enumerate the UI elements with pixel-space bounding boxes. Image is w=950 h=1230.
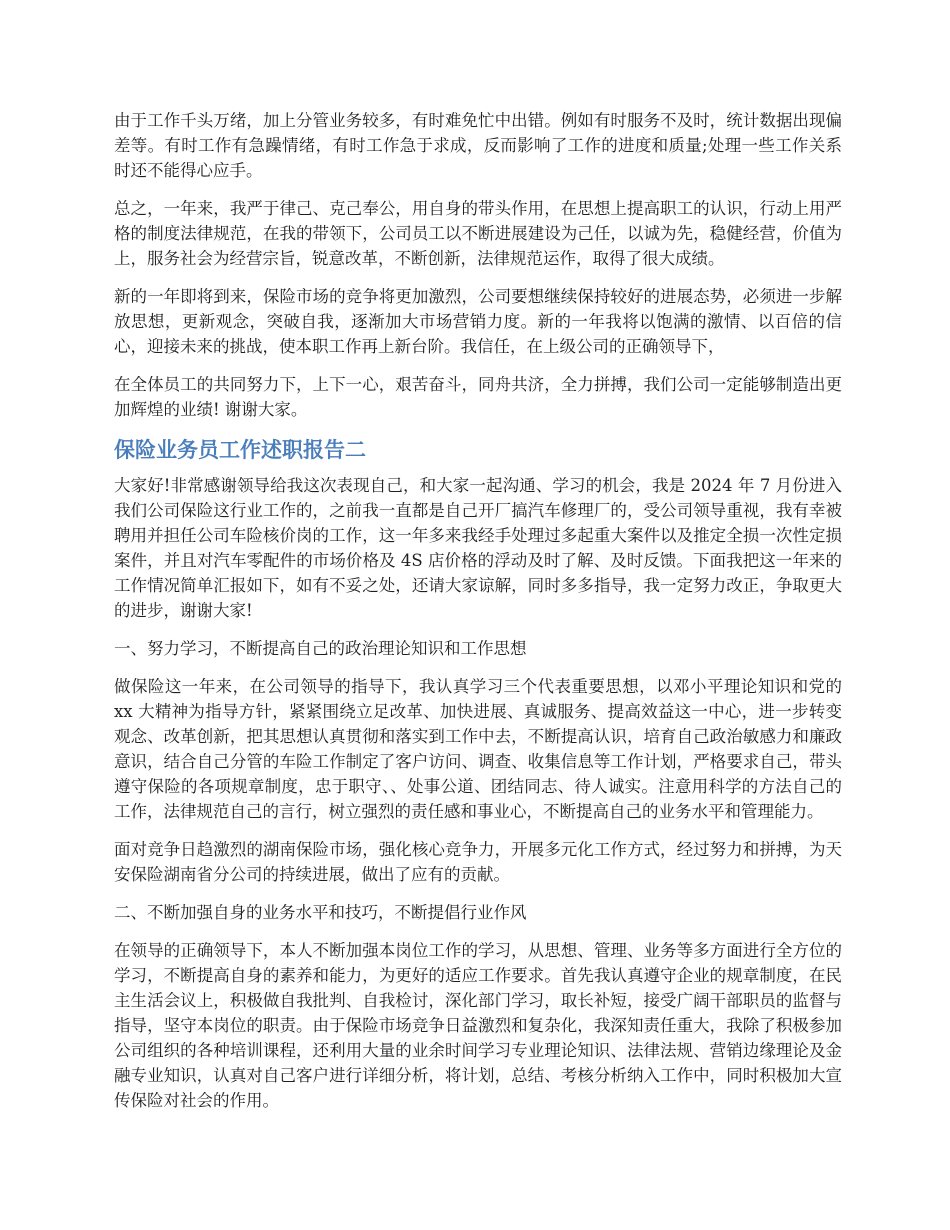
- subsection-title-2: 二、不断加强自身的业务水平和技巧，不断提倡行业作风: [114, 903, 527, 922]
- section-heading: 保险业务员工作述职报告二: [114, 438, 366, 462]
- paragraph: 由于工作千头万绪，加上分管业务较多，有时难免忙中出错。例如有时服务不及时，统计数据出现偏差等。有时工作有急躁情绪，有时工作急于求成，反而影响了工作的进度和质量;处理一些工作关系时还不能得心应手。: [114, 111, 842, 180]
- document-page: [114, 108, 842, 1126]
- paragraph: 总之，一年来，我严于律己、克己奉公，用自身的带头作用，在思想上提高职工的认识，行动上用严格的制度法律规范，在我的带领下，公司员工以不断进展建设为己任，以诚为先，稳健经营，价值为上，服务社会为经营宗旨，锐意改革，不断创新，法律规范运作，取得了很大成绩。: [114, 199, 842, 268]
- paragraph: 新的一年即将到来，保险市场的竞争将更加激烈，公司要想继续保持较好的进展态势，必须进一步解放思想，更新观念，突破自我，逐渐加大市场营销力度。新的一年我将以饱满的激情、以百倍的信心，迎接未来的挑战，使本职工作再上新台阶。我信任，在上级公司的正确领导下，: [114, 287, 842, 356]
- paragraph: 面对竞争日趋激烈的湖南保险市场，强化核心竞争力，开展多元化工作方式，经过努力和拼搏，为天安保险湖南省分公司的持续进展，做出了应有的贡献。: [114, 840, 842, 884]
- paragraph: 在领导的正确领导下，本人不断加强本岗位工作的学习，从思想、管理、业务等多方面进行全方位的学习，不断提高自身的素养和能力，为更好的适应工作要求。首先我认真遵守企业的规章制度，在民主生活会议上，积极做自我批判、自我检讨，深化部门学习，取长补短，接受广阔干部职员的监督与指导，坚守本岗位的职责。由于保险市场竞争日益激烈和复杂化，我深知责任重大，我除了积极参加公司组织的各种培训课程，还利用大量的业余时间学习专业理论知识、法律法规、营销边缘理论及金融专业知识，认真对自己客户进行详细分析，将计划，总结、考核分析纳入工作中，同时积极加大宣传保险对社会的作用。: [114, 941, 842, 1110]
- paragraph: 做保险这一年来，在公司领导的指导下，我认真学习三个代表重要思想，以邓小平理论知识和党的 xx 大精神为指导方针，紧紧围绕立足改革、加快进展、真诚服务、提高效益这一中心，进一步转变观念、改革创新，把其思想认真贯彻和落实到工作中去，不断提高认识，培育自己政治敏感力和廉政意识，结合自己分管的车险工作制定了客户访问、调查、收集信息等工作计划，严格要求自己，带头遵守保险的各项规章制度，忠于职守、、处事公道、团结同志、待人诚实。注意用科学的方法自己的工作，法律规范自己的言行，树立强烈的责任感和事业心，不断提高自己的业务水平和管理能力。: [114, 677, 842, 821]
- paragraph: 在全体员工的共同努力下，上下一心，艰苦奋斗，同舟共济，全力拼搏，我们公司一定能够制造出更加辉煌的业绩! 谢谢大家。: [114, 375, 842, 419]
- intro-paragraph: 大家好!非常感谢领导给我这次表现自己，和大家一起沟通、学习的机会，我是 2024 年 7 月份进入我们公司保险这行业工作的，之前我一直都是自己开厂搞汽车修理厂的，受公司领导重视，我有幸被聘用并担任公司车险核价岗的工作，这一年多来我经手处理过多起重大案件以及推定全损一次性定损案件，并且对汽车零配件的市场价格及 4S 店价格的浮动及时了解、及时反馈。下面我把这一年来的工作情况简单汇报如下，如有不妥之处，还请大家谅解，同时多多指导，我一定努力改正，争取更大的进步，谢谢大家!: [114, 476, 842, 620]
- subsection-title-1: 一、努力学习，不断提高自己的政治理论知识和工作思想: [114, 639, 527, 658]
